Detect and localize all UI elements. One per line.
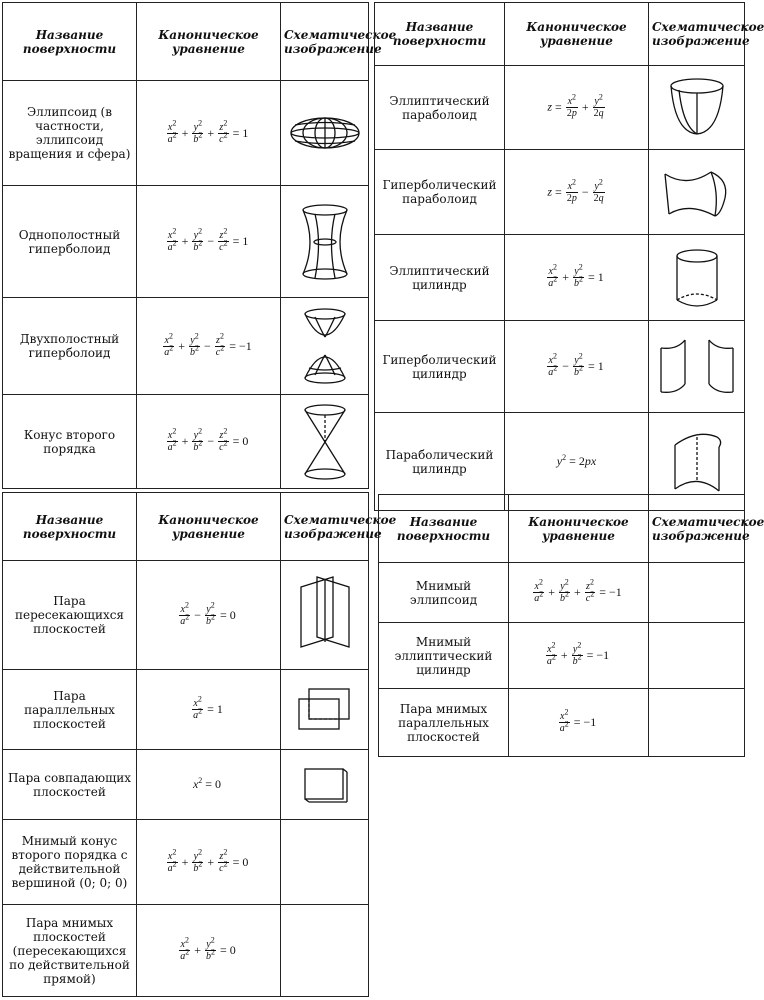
canonical-equation: $\frac{x^2}{a^2}$ + $\frac{y^2}{b^2}$ = 1	[505, 235, 649, 321]
table-row	[3, 186, 369, 298]
canonical-equation: $\frac{x^2}{a^2}$ + $\frac{y^2}{b^2}$ + $\frac{z^2}{c^2}$ = −1	[509, 563, 649, 623]
surface-name: Параболический цилиндр	[375, 413, 505, 511]
quadric-table-top-left	[2, 2, 397, 489]
table-row	[3, 81, 369, 186]
table-row	[3, 670, 369, 750]
surface-name: Мнимый эллиптический цилиндр	[379, 623, 509, 689]
intersecting-planes-icon	[295, 575, 355, 655]
header-name: Название поверхности	[3, 3, 137, 81]
surface-name: Конус второго порядка	[3, 395, 137, 489]
canonical-equation: $\frac{x^2}{a^2}$ − $\frac{y^2}{b^2}$ = 1	[505, 321, 649, 413]
quadric-table-bottom-right	[378, 494, 764, 757]
table-row	[3, 820, 369, 905]
surface-name: Двухполостный гиперболоид	[3, 298, 137, 395]
header-equation: Каноническое уравнение	[137, 3, 281, 81]
table-row	[3, 750, 369, 820]
canonical-equation: $\frac{x^2}{a^2}$ = −1	[509, 689, 649, 757]
header-equation: Каноническое уравнение	[137, 493, 281, 561]
canonical-equation: $\frac{x^2}{a^2}$ + $\frac{y^2}{b^2}$ + $\frac{z^2}{c^2}$ = 1	[137, 81, 281, 186]
header-image: Схематическое изображение	[649, 3, 745, 66]
header-equation: Каноническое уравнение	[509, 495, 649, 563]
header-name: Название поверхности	[379, 495, 509, 563]
surface-name: Эллипсоид (в частности, эллипсоид вращения и сфера)	[3, 81, 137, 186]
canonical-equation: $\frac{x^2}{a^2}$ + $\frac{y^2}{b^2}$ + $\frac{z^2}{c^2}$ = 0	[137, 820, 281, 905]
hyperbolic-paraboloid-icon	[659, 162, 735, 222]
surface-name: Пара мнимых параллельных плоскостей	[379, 689, 509, 757]
quadric-table-top-right	[374, 2, 764, 511]
parabolic-cylinder-icon	[667, 427, 727, 497]
surface-name: Мнимый конус второго порядка с действительной вершиной (0; 0; 0)	[3, 820, 137, 905]
table-row	[379, 623, 745, 689]
surface-name: Мнимый эллипсоид	[379, 563, 509, 623]
elliptic-cylinder-icon	[672, 246, 722, 310]
surface-name: Гиперболический параболоид	[375, 150, 505, 235]
header-name: Название поверхности	[3, 493, 137, 561]
coinciding-planes-icon	[297, 763, 353, 807]
canonical-equation: z = $\frac{x^2}{2p}$ − $\frac{y^2}{2q}$	[505, 150, 649, 235]
canonical-equation: z = $\frac{x^2}{2p}$ + $\frac{y^2}{2q}$	[505, 66, 649, 150]
surface-name: Однополостный гиперболоид	[3, 186, 137, 298]
hyperbolic-cylinder-icon	[655, 334, 739, 400]
canonical-equation: $\frac{x^2}{a^2}$ + $\frac{y^2}{b^2}$ = 0	[137, 905, 281, 997]
table-row	[3, 395, 369, 489]
surface-name: Пара совпадающих плоскостей	[3, 750, 137, 820]
table-row	[379, 563, 745, 623]
table-row	[379, 689, 745, 757]
surface-name: Гиперболический цилиндр	[375, 321, 505, 413]
elliptic-paraboloid-icon	[665, 76, 729, 140]
canonical-equation: $\frac{x^2}{a^2}$ − $\frac{y^2}{b^2}$ = 0	[137, 561, 281, 670]
two-sheet-hyperboloid-icon	[295, 306, 355, 386]
quadric-table-bottom-left	[2, 492, 397, 997]
ellipsoid-icon	[285, 103, 365, 163]
one-sheet-hyperboloid-icon	[295, 202, 355, 282]
table-row	[3, 298, 369, 395]
parallel-planes-icon	[293, 685, 357, 735]
header-name: Название поверхности	[375, 3, 505, 66]
table-row	[375, 150, 745, 235]
canonical-equation: $\frac{x^2}{a^2}$ + $\frac{y^2}{b^2}$ = −1	[509, 623, 649, 689]
surface-name: Эллиптический цилиндр	[375, 235, 505, 321]
surface-name: Эллиптический параболоид	[375, 66, 505, 150]
canonical-equation: $y^2 = 2px$	[505, 413, 649, 511]
table-row	[3, 905, 369, 997]
canonical-equation: $\frac{x^2}{a^2}$ + $\frac{y^2}{b^2}$ − $\frac{z^2}{c^2}$ = 1	[137, 186, 281, 298]
canonical-equation: $\frac{x^2}{a^2}$ + $\frac{y^2}{b^2}$ − $\frac{z^2}{c^2}$ = 0	[137, 395, 281, 489]
table-row	[375, 235, 745, 321]
surface-name: Пара параллельных плоскостей	[3, 670, 137, 750]
header-image: Схематическое изображение	[649, 495, 745, 563]
surface-name: Пара мнимых плоскостей (пересекающихся по действительной прямой)	[3, 905, 137, 997]
canonical-equation: $\frac{x^2}{a^2}$ + $\frac{y^2}{b^2}$ − $\frac{z^2}{c^2}$ = −1	[137, 298, 281, 395]
table-row	[375, 66, 745, 150]
canonical-equation: $\frac{x^2}{a^2}$ = 1	[137, 670, 281, 750]
canonical-equation: $x^2 = 0$	[137, 750, 281, 820]
table-row	[375, 321, 745, 413]
header-equation: Каноническое уравнение	[505, 3, 649, 66]
surface-name: Пара пересекающихся плоскостей	[3, 561, 137, 670]
table-row	[3, 561, 369, 670]
header-image: Схематическое изображение	[281, 493, 369, 561]
header-image: Схематическое изображение	[281, 3, 369, 81]
cone-icon	[295, 402, 355, 482]
